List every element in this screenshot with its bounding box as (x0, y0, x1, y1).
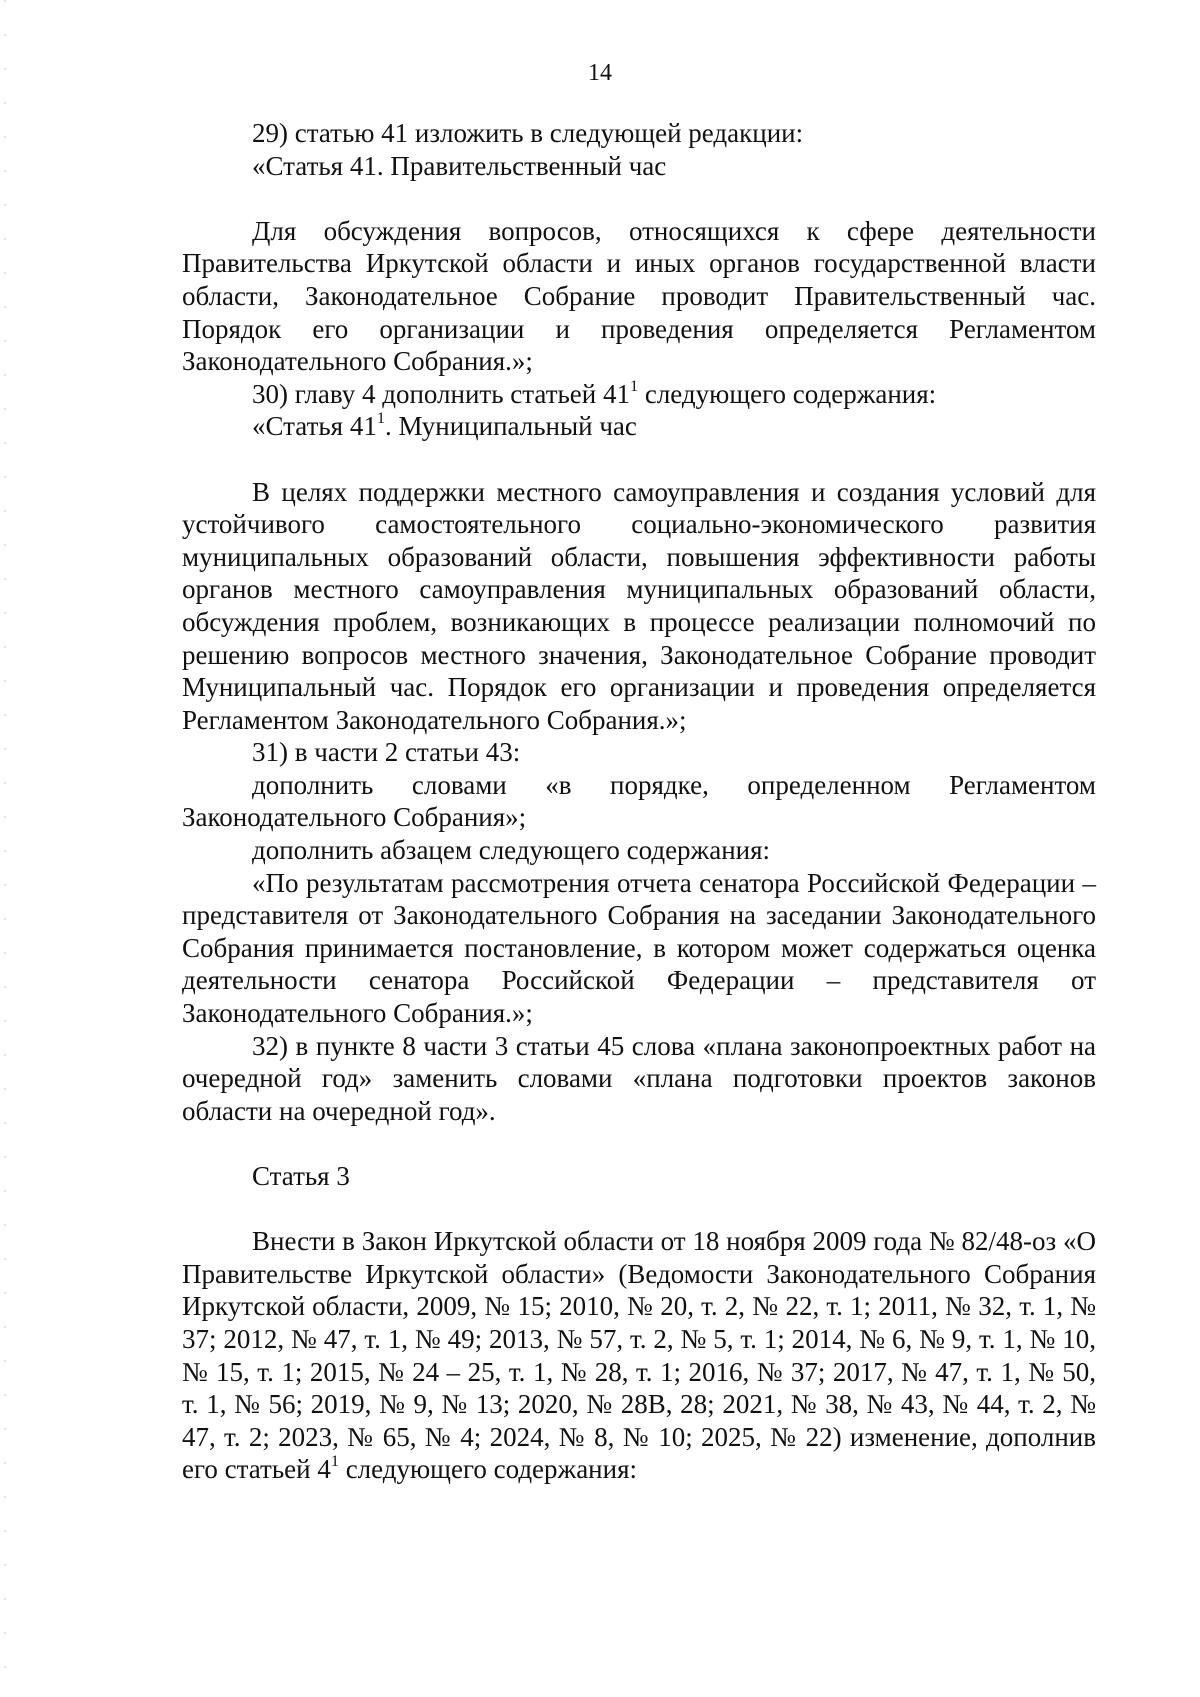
spacer (182, 443, 1096, 476)
item-31-add-paragraph: дополнить абзацем следующего содержания: (252, 835, 771, 866)
item-31-quote: «По результатам рассмотрения отчета сенатора Российской Федерации – представителя от Законодательного Собрания на заседании Законодательного Собрания принимается постановление, в котором может содержаться оценка деятельности сенатора Российской Федерации – представителя от Законодательного Собрания.»; (182, 867, 1096, 1029)
article-41-title: «Статья 41. Правительственный час (252, 150, 667, 181)
item-31-add-words: дополнить словами «в порядке, определенном Регламентом Законодательного Собрания»; (182, 769, 1096, 833)
document-body (182, 117, 1096, 1486)
item-30-heading-text: 30) главу 4 дополнить статьей 41 (252, 378, 630, 409)
article-41-1-body: В целях поддержки местного самоуправления и создания условий для устойчивого самостоятельного социально-экономического развития муниципальных образований области, повышения эффективности работы органов местного самоуправления муниципальных образований области, обсуждения проблем, возникающих в процессе реализации полномочий по решению вопросов местного значения, Законодательное Собрание проводит Муниципальный час. Порядок его организации и проведения определяется Регламентом Законодательного Собрания.»; (182, 476, 1096, 735)
item-30-heading-tail: следующего содержания: (638, 378, 937, 409)
item-29-heading: 29) статью 41 изложить в следующей редакции: (252, 118, 804, 148)
article-3-body-text: Внести в Закон Иркутской области от 18 ноября 2009 года № 82/48-оз «О Правительстве Иркутской области» (Ведомости Законодательного Собрания Иркутской области, 2009, № 15; 2010, № 20, т. 2, № 22, т. 1; 2011, № 32, т. 1, № 37; 2012, № 47, т. 1, № 49; 2013, № 57, т. 2, № 5, т. 1; 2014, № 6, № 9, т. 1, № 10, № 15, т. 1; 2015, № 24 – 25, т. 1, № 28, т. 1; 2016, № 37; 2017, № 47, т. 1, № 50, т. 1, № 56; 2019, № 9, № 13; 2020, № 28В, 28; 2021, № 38, № 43, № 44, т. 2, № 47, т. 2; 2023, № 65, № 4; 2024, № 8, № 10; 2025, № 22) изменение, дополнив его статьей 4 (182, 1226, 1096, 1485)
superscript: 1 (330, 1452, 339, 1471)
article-41-1-title-tail: . Муниципальный час (384, 411, 637, 442)
superscript: 1 (630, 376, 639, 395)
item-31-heading: 31) в части 2 статьи 43: (252, 737, 521, 768)
article-41-1-title (182, 410, 1096, 443)
article-3-body-tail: следующего содержания: (338, 1454, 637, 1485)
article-3-body (182, 1225, 1096, 1486)
spacer (182, 182, 1096, 215)
article-3-title: Статья 3 (252, 1161, 350, 1191)
scan-edge-marks (4, 0, 6, 1697)
spacer (182, 1193, 1096, 1226)
spacer (182, 1127, 1096, 1160)
page-number: 14 (588, 60, 612, 86)
item-32: 32) в пункте 8 части 3 статьи 45 слова «плана законопроектных работ на очередной год» заменить словами «плана подготовки проектов законов области на очередной год». (182, 1030, 1096, 1126)
item-30-heading (182, 378, 1096, 411)
article-41-1-title-text: «Статья 41 (252, 411, 377, 442)
article-41-body: Для обсуждения вопросов, относящихся к сфере деятельности Правительства Иркутской области и иных органов государственной власти области, Законодательное Собрание проводит Правительственный час. Порядок его организации и проведения определяется Регламентом Законодательного Собрания.»; (182, 215, 1096, 377)
superscript: 1 (376, 409, 385, 428)
